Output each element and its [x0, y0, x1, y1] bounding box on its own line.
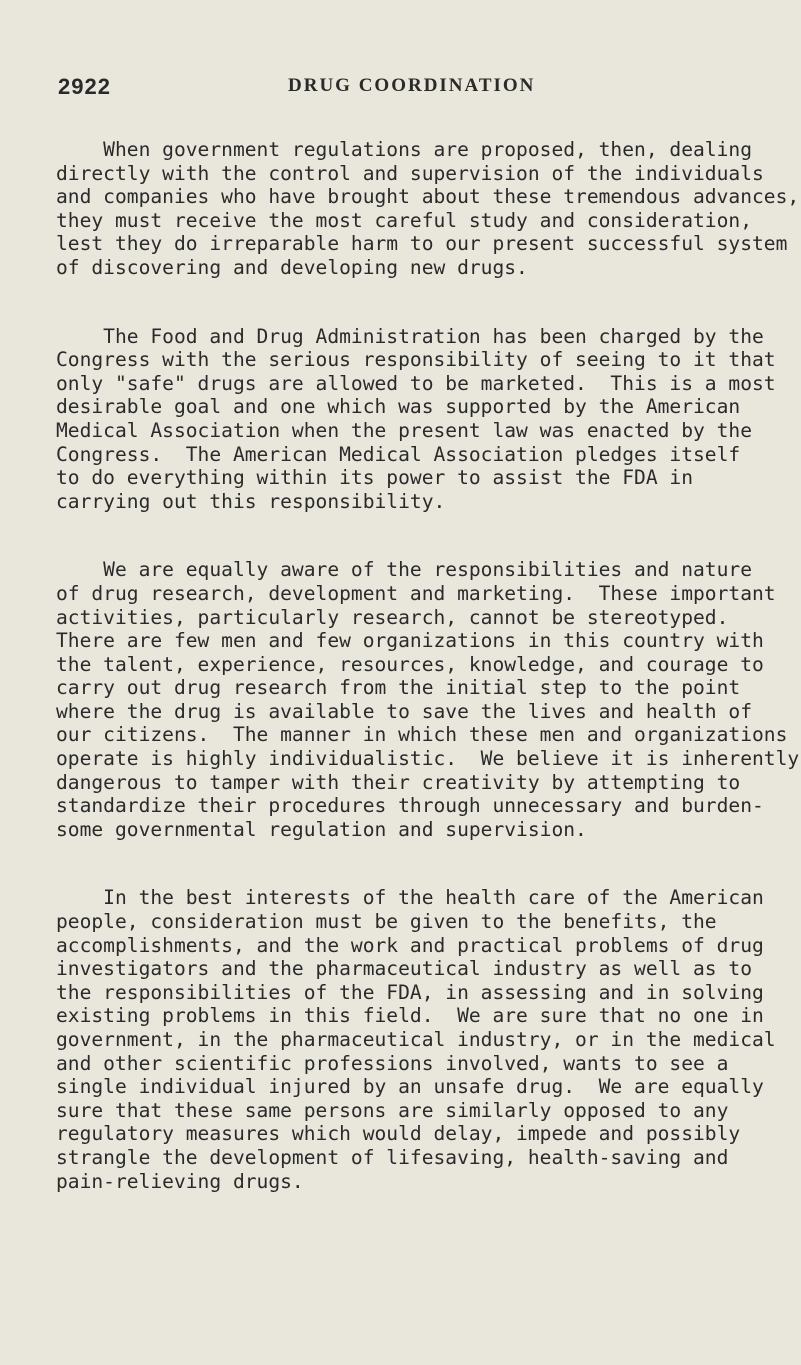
page-header — [58, 74, 758, 104]
paragraph-1: When government regulations are proposed, then, dealing directly with the control and supervision of the individuals and companies who have brought about these tremendous advances, they must receive the most careful study and consideration, lest they do irreparable harm to our present successful system of discovering and developing new drugs. — [56, 138, 800, 279]
paragraph-4: In the best interests of the health care of the American people, consideration must be given to the benefits, the accomplishments, and the work and practical problems of drug investigators and the pharmaceutical industry as well as to the responsibilities of the FDA, in assessing and in solving existing problems in this field. We are sure that no one in government, in the pharmaceutical industry, or in the medical and other scientific professions involved, wants to see a single individual injured by an unsafe drug. We are equally sure that these same persons are similarly opposed to any regulatory measures which would delay, impede and possibly strangle the development of lifesaving, health-saving and pain-relieving drugs. — [56, 886, 776, 1193]
paragraph-3: We are equally aware of the responsibilities and nature of drug research, development and marketing. These important activities, particularly research, cannot be stereotyped. There are few men and few organizations in this country with the talent, experience, resources, knowledge, and courage to carry out drug research from the initial step to the point where the drug is available to save the lives and health of our citizens. The manner in which these men and organizations operate is highly individualistic. We believe it is inherently dangerous to tamper with their creativity by attempting to standardize their procedures through unnecessary and burden- some governmental regulation and supervision. — [56, 558, 800, 841]
running-title: DRUG COORDINATION — [288, 75, 536, 96]
paragraph-2: The Food and Drug Administration has been charged by the Congress with the serious responsibility of seeing to it that only "safe" drugs are allowed to be marketed. This is a most desirable goal and one which was supported by the American Medical Association when the present law was enacted by the Congress. The American Medical Association pledges itself to do everything within its power to assist the FDA in carrying out this responsibility. — [56, 324, 776, 513]
body-text — [56, 138, 800, 1238]
page-number: 2922 — [58, 74, 111, 99]
